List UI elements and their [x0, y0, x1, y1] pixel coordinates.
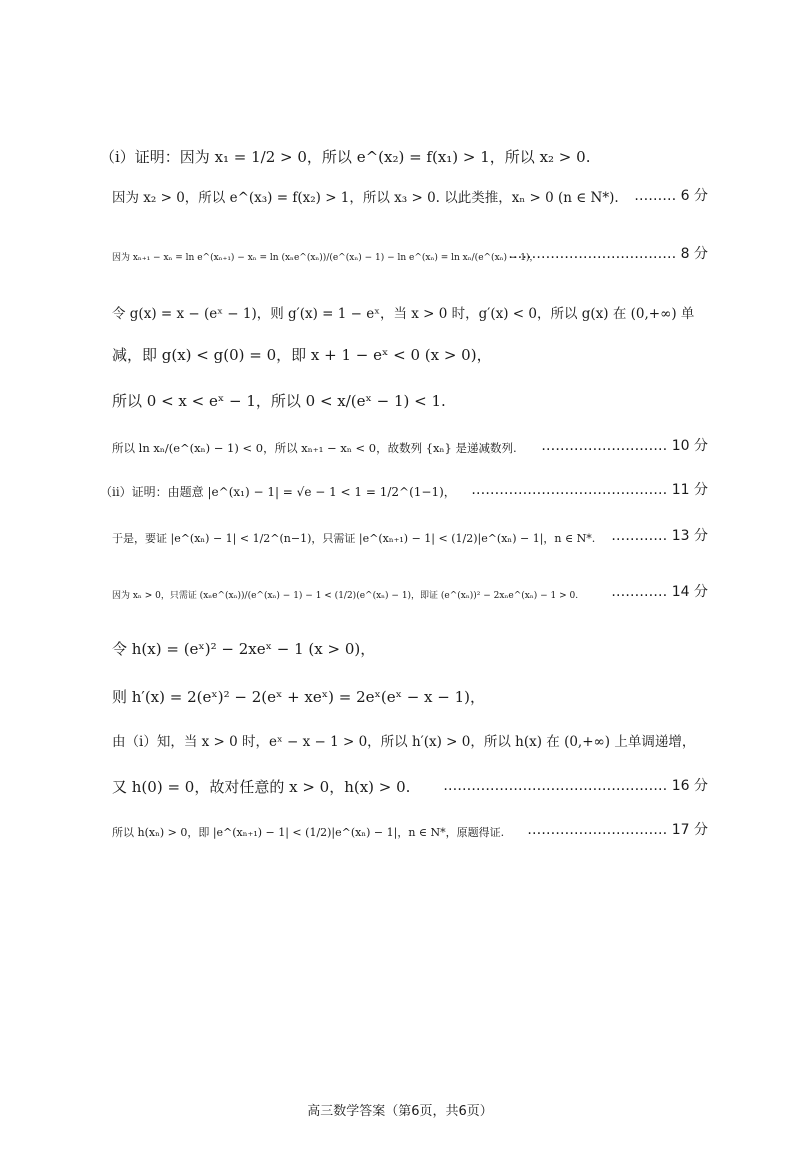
solution-text: 因为 xₙ > 0，只需证 (xₙe^(xₙ))/(e^(xₙ) − 1) − 1 < (1/2)(e^(xₙ) − 1)，即证 (e^(xₙ))² − 2xₙe^(xₙ) − 1 > 0.: [112, 591, 579, 601]
solution-text: （ⅱ）证明：由题意 |e^(x₁) − 1| = √e − 1 < 1 = 1/2^(1−1)，: [100, 485, 456, 499]
solution-text: 由（ⅰ）知，当 x > 0 时，eˣ − x − 1 > 0，所以 h′(x) > 0，所以 h(x) 在 (0,+∞) 上单调递增，: [112, 734, 696, 750]
solution-text: 所以 ln xₙ/(e^(xₙ) − 1) < 0，所以 xₙ₊₁ − xₙ < 0，故数列 {xₙ} 是递减数列.: [112, 441, 517, 455]
solution-text: 因为 xₙ₊₁ − xₙ = ln e^(xₙ₊₁) − xₙ = ln (xₙe^(xₙ))/(e^(xₙ) − 1) − ln e^(xₙ) = ln xₙ/(e^(xₙ) − 1)，: [112, 253, 539, 263]
score-marker: ………… 14 分: [611, 584, 708, 600]
page-footer: 高三数学答案（第6页，共6页）: [307, 1104, 493, 1119]
score-marker: ……………………… 10 分: [541, 438, 708, 454]
solution-text: 则 h′(x) = 2(eˣ)² − 2(eˣ + xeˣ) = 2eˣ(eˣ − x − 1)，: [112, 688, 486, 706]
solution-line: [112, 188, 708, 206]
score-marker: ………… 13 分: [611, 528, 708, 544]
score-marker: ………………………………………… 16 分: [443, 778, 708, 794]
solution-text: （ⅰ）证明：因为 x₁ = 1/2 > 0，所以 e^(x₂) = f(x₁) > 1，所以 x₂ > 0.: [100, 148, 591, 166]
solution-line: [112, 346, 708, 364]
solution-line: [112, 304, 708, 322]
score-marker: ……………………………… 8 分: [508, 246, 708, 262]
solution-line: [112, 688, 708, 706]
solution-text: 减，即 g(x) < g(0) = 0，即 x + 1 − eˣ < 0 (x > 0)，: [112, 346, 492, 364]
solution-line: [112, 778, 708, 796]
solution-text: 所以 h(xₙ) > 0，即 |e^(xₙ₊₁) − 1| < (1/2)|e^(xₙ) − 1|，n ∈ N*，原题得证.: [112, 826, 505, 839]
solution-text: 令 g(x) = x − (eˣ − 1)，则 g′(x) = 1 − eˣ，当 x > 0 时，g′(x) < 0，所以 g(x) 在 (0,+∞) 单: [112, 306, 695, 322]
solution-line: [112, 438, 708, 456]
score-marker: …………………………………… 11 分: [471, 482, 708, 498]
solution-line: [100, 482, 708, 500]
solution-line: [100, 148, 708, 166]
solution-line: [112, 584, 708, 602]
solution-line: [112, 528, 708, 546]
solution-line: [112, 822, 708, 840]
solution-line: [112, 392, 708, 410]
score-marker: ……… 6 分: [634, 188, 708, 204]
solution-text: 令 h(x) = (eˣ)² − 2xeˣ − 1 (x > 0)，: [112, 640, 376, 658]
solution-text: 又 h(0) = 0，故对任意的 x > 0，h(x) > 0.: [112, 778, 411, 796]
score-marker: ………………………… 17 分: [527, 822, 708, 838]
solution-line: [112, 732, 708, 750]
solution-line: [112, 246, 708, 264]
solution-text: 于是，要证 |e^(xₙ) − 1| < 1/2^(n−1)，只需证 |e^(xₙ₊₁) − 1| < (1/2)|e^(xₙ) − 1|，n ∈ N*.: [112, 532, 596, 545]
solution-line: [112, 640, 708, 658]
solution-text: 所以 0 < x < eˣ − 1，所以 0 < x/(eˣ − 1) < 1.: [112, 392, 446, 410]
solution-text: 因为 x₂ > 0，所以 e^(x₃) = f(x₂) > 1，所以 x₃ > 0. 以此类推，xₙ > 0 (n ∈ N*).: [112, 190, 619, 206]
